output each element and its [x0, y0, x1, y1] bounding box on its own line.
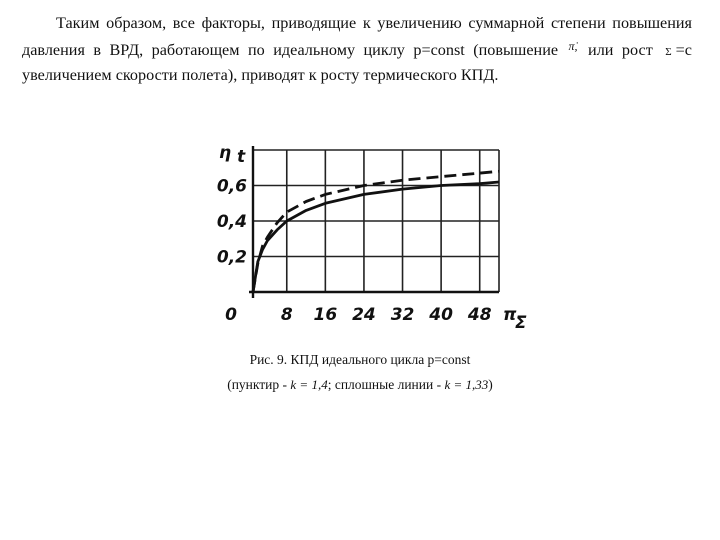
k-dashed-value: k = 1,4: [290, 377, 328, 392]
sigma-symbol: Σ: [665, 46, 672, 58]
x-axis-label-subscript: Σ: [515, 313, 527, 333]
paragraph-text-2: или рост: [588, 41, 653, 59]
caption-mid: ; сплошные линии -: [327, 377, 442, 392]
y-tick-label: 0,2: [216, 247, 247, 268]
x-tick-label: 32: [390, 305, 415, 325]
y-tick-label: 0,6: [216, 176, 247, 197]
y-axis-label-subscript: t: [237, 147, 246, 167]
efficiency-chart: [195, 142, 525, 342]
y-tick-label: 0,4: [216, 212, 247, 232]
solid-curve: [253, 182, 499, 292]
x-tick-label: 16: [313, 305, 338, 325]
paragraph-text-1: Таким образом, все факторы, приводящие к увеличению суммарной степени повышения давления в ВРД, работающем по идеальному циклу p=const (повышение: [22, 14, 692, 59]
body-paragraph: [22, 12, 692, 87]
chart-grid: [253, 150, 499, 292]
x-tick-label: 48: [467, 305, 492, 325]
figure-caption-title: Рис. 9. КПД идеального цикла p=const: [249, 352, 471, 367]
origin-label: 0: [225, 305, 237, 325]
x-tick-label: 24: [352, 305, 376, 325]
y-axis-label: η: [218, 143, 232, 163]
x-tick-label: 8: [280, 305, 293, 325]
chart-curves: [253, 171, 499, 292]
x-tick-label: 40: [429, 305, 453, 325]
figure-caption-legend: [0, 377, 720, 393]
x-axis-label: π: [503, 305, 517, 325]
caption-prefix: (пунктир -: [227, 377, 288, 392]
pi-symbol: π̇,: [568, 39, 578, 53]
dashed-curve: [253, 171, 499, 292]
caption-suffix: ): [488, 377, 493, 392]
chart-svg: [195, 142, 525, 342]
k-solid-value: k = 1,33: [444, 377, 489, 392]
paragraph-text-3: =с увеличением скорости полета), приводят к росту термического КПД.: [22, 41, 692, 84]
